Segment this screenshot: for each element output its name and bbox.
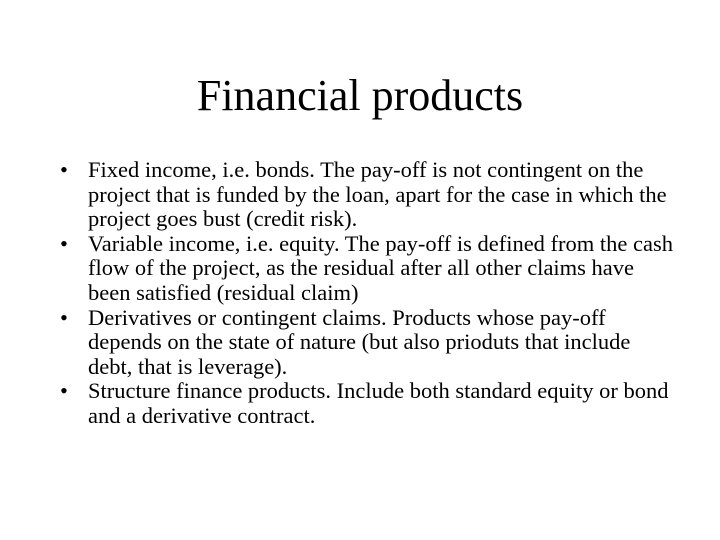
bullet-marker: • <box>60 157 68 182</box>
bullet-item-derivatives <box>54 306 674 380</box>
bullet-item-fixed-income <box>54 158 674 232</box>
bullet-text: Structure finance products. Include both standard equity or bond and a derivative contract. <box>88 378 669 428</box>
slide-title: Financial products <box>196 71 524 120</box>
bullet-list <box>54 158 674 429</box>
bullet-marker: • <box>60 304 68 330</box>
bullet-marker: • <box>60 378 68 404</box>
bullet-item-structured-finance <box>54 379 674 428</box>
bullet-marker: • <box>60 230 68 256</box>
bullet-text: Fixed income, i.e. bonds. The pay-off is not contingent on the project that is funded by the loan, apart for the case in which the project goes bust (credit risk). <box>88 157 667 232</box>
bullet-text: Derivatives or contingent claims. Products whose pay-off depends on the state of nature (but also prioduts that include debt, that is leverage). <box>88 304 631 379</box>
bullet-text: Variable income, i.e. equity. The pay-off is defined from the cash flow of the project, as the residual after all other claims have been satisfied (residual claim) <box>88 230 674 305</box>
bullet-item-variable-income <box>54 232 674 306</box>
